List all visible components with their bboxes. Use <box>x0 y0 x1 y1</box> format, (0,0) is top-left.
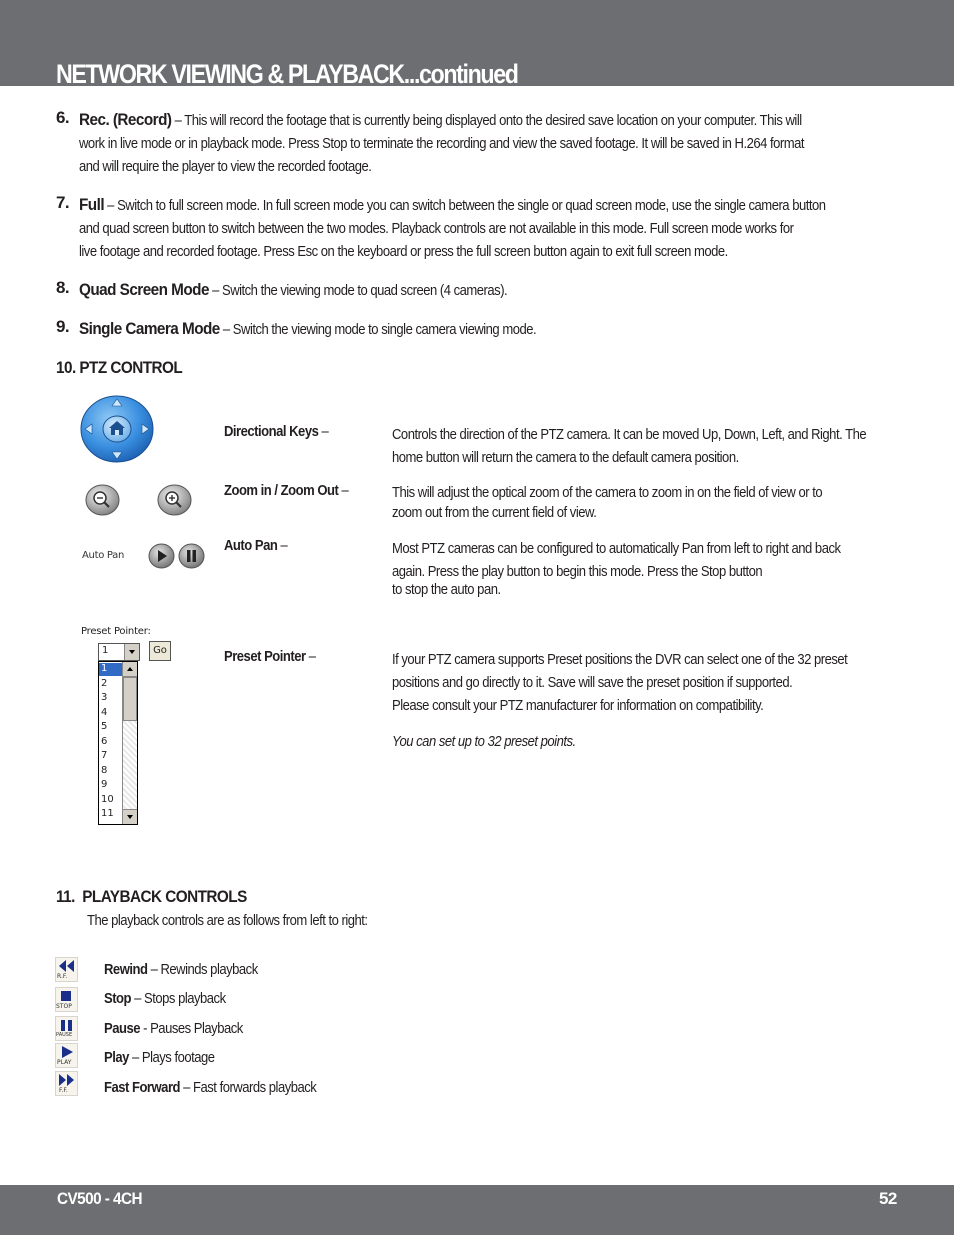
chevron-down-icon[interactable] <box>124 644 139 660</box>
go-button[interactable]: Go <box>149 641 171 661</box>
pause-label <box>104 1021 243 1037</box>
zoom-in-button[interactable] <box>157 484 192 516</box>
scroll-down-icon[interactable] <box>123 809 137 824</box>
rewind-term: Rewind <box>104 962 148 978</box>
auto-pan-play-button[interactable] <box>148 543 175 569</box>
fast-forward-icon[interactable] <box>55 1071 78 1096</box>
pause-icon[interactable] <box>55 1016 78 1041</box>
term-single: Single Camera Mode <box>79 319 220 338</box>
preset-list-item[interactable]: 5 <box>101 721 108 732</box>
preset-list-item[interactable]: 8 <box>101 765 108 776</box>
preset-list-item[interactable]: 2 <box>101 678 108 689</box>
ptz-directional-term <box>224 424 328 440</box>
page-title: NETWORK VIEWING & PLAYBACK...continued <box>56 59 518 86</box>
autopan-line-2: again. Press the play button to begin this mode. Press the Stop button <box>392 564 763 580</box>
pause-desc: - Pauses Playback <box>139 1021 243 1037</box>
item-quad <box>79 278 853 303</box>
play-label <box>104 1050 215 1066</box>
stop-label <box>104 991 226 1007</box>
item-number-single: 9. <box>56 317 69 336</box>
preset-list-item[interactable]: 10 <box>101 794 114 805</box>
item-number-rec: 6. <box>56 108 69 127</box>
ptz-zoom-term <box>224 483 348 499</box>
play-icon[interactable] <box>55 1043 78 1068</box>
item-single <box>79 317 853 342</box>
preset-list-item[interactable]: 6 <box>101 736 108 747</box>
rewind-desc: – Rewinds playback <box>147 962 258 978</box>
fast-forward-desc: – Fast forwards playback <box>180 1080 317 1096</box>
preset-list-item[interactable]: 9 <box>101 779 108 790</box>
auto-pan-label: Auto Pan <box>82 550 125 561</box>
term-rec: Rec. (Record) <box>79 110 172 129</box>
preset-note: You can set up to 32 preset points. <box>392 734 576 750</box>
autopan-line-1: Most PTZ cameras can be configured to automatically Pan from left to right and back <box>392 541 841 557</box>
zoom-out-button[interactable] <box>85 484 120 516</box>
play-term: Play <box>104 1050 129 1066</box>
zoom-line-2: zoom out from the current field of view. <box>392 505 597 521</box>
full-line-3: live footage and recorded footage. Press Esc on the keyboard or press the full screen button again to exit full screen mode. <box>79 244 728 260</box>
preset-list-item[interactable]: 3 <box>101 692 108 703</box>
full-line-1: – Switch to full screen mode. In full screen mode you can switch between the single or quad screen mode, use the single camera button <box>107 198 826 214</box>
item-number-quad: 8. <box>56 278 69 297</box>
stop-desc: – Stops playback <box>131 991 226 1007</box>
preset-scrollbar[interactable] <box>122 662 137 824</box>
rec-line-1: – This will record the footage that is currently being displayed onto the desired save location on your computer. This will <box>174 113 802 129</box>
rec-line-2: work in live mode or in playback mode. Press Stop to terminate the recording and view the saved footage. It will be saved in H.264 format <box>79 136 805 152</box>
preset-list-item[interactable]: 4 <box>101 707 108 718</box>
quad-desc: – Switch the viewing mode to quad screen (4 cameras). <box>212 283 508 299</box>
preset-dash: – <box>305 649 316 665</box>
scroll-thumb[interactable] <box>123 677 137 721</box>
fast-forward-caption: F.F. <box>59 1087 68 1094</box>
item-rec <box>79 108 853 179</box>
ptz-directional-desc <box>392 424 892 470</box>
rewind-icon[interactable] <box>55 957 78 982</box>
preset-select[interactable] <box>98 643 140 661</box>
scroll-up-icon[interactable] <box>123 662 137 677</box>
preset-list-item[interactable]: 1 <box>101 663 108 674</box>
playback-intro: The playback controls are as follows from left to right: <box>87 913 368 929</box>
preset-pointer-label: Preset Pointer: <box>81 626 151 637</box>
preset-list[interactable] <box>98 661 138 825</box>
item-full <box>79 193 853 264</box>
zoom-term-label: Zoom in / Zoom Out <box>224 483 339 499</box>
preset-term-label: Preset Pointer <box>224 649 306 665</box>
directional-dash: – <box>318 424 329 440</box>
zoom-line-1: This will adjust the optical zoom of the camera to zoom in on the field of view or to <box>392 485 823 501</box>
item-number-full: 7. <box>56 193 69 212</box>
autopan-dash: – <box>277 538 288 554</box>
preset-line-1: If your PTZ camera supports Preset positions the DVR can select one of the 32 preset <box>392 652 848 668</box>
stop-icon[interactable] <box>55 987 78 1012</box>
preset-line-3: Please consult your PTZ manufacturer for information on compatibility. <box>392 698 764 714</box>
term-full: Full <box>79 195 105 214</box>
page-number: 52 <box>879 1189 897 1208</box>
autopan-term-label: Auto Pan <box>224 538 278 554</box>
directional-line-1: Controls the direction of the PTZ camera. It can be moved Up, Down, Left, and Right. The <box>392 427 867 443</box>
ptz-preset-term <box>224 649 315 665</box>
rewind-label <box>104 962 258 978</box>
zoom-dash: – <box>338 483 349 499</box>
auto-pan-stop-button[interactable] <box>178 543 205 569</box>
term-quad: Quad Screen Mode <box>79 280 209 299</box>
ptz-preset-desc <box>392 649 892 754</box>
single-desc: – Switch the viewing mode to single camera viewing mode. <box>222 322 537 338</box>
stop-caption: STOP <box>56 1003 72 1010</box>
rec-line-3: and will require the player to view the recorded footage. <box>79 159 372 175</box>
preset-selected-value: 1 <box>102 645 109 656</box>
header-bar <box>0 0 954 86</box>
preset-list-item[interactable]: 11 <box>101 808 114 819</box>
directional-term-label: Directional Keys <box>224 424 319 440</box>
play-desc: – Plays footage <box>128 1050 215 1066</box>
footer-bar <box>0 1185 954 1235</box>
ptz-autopan-term <box>224 538 287 554</box>
rewind-caption: R.F. <box>57 973 68 980</box>
footer-model: CV500 - 4CH <box>57 1189 143 1208</box>
directional-line-2: home button will return the camera to the default camera position. <box>392 450 739 466</box>
full-line-2: and quad screen button to switch between the two modes. Playback controls are not available in this mode. Full screen mode works for <box>79 221 794 237</box>
ptz-zoom-desc <box>392 483 892 523</box>
play-caption: PLAY <box>57 1059 72 1066</box>
stop-term: Stop <box>104 991 132 1007</box>
playback-heading: 11. PLAYBACK CONTROLS <box>56 887 247 906</box>
autopan-line-3: to stop the auto pan. <box>392 582 501 598</box>
fast-forward-term: Fast Forward <box>104 1080 181 1096</box>
ptz-heading: 10. PTZ CONTROL <box>56 358 183 377</box>
fast-forward-label <box>104 1080 316 1096</box>
preset-list-item[interactable]: 7 <box>101 750 108 761</box>
pause-term: Pause <box>104 1021 140 1037</box>
ptz-autopan-desc <box>392 538 892 602</box>
pause-caption: PAUSE <box>56 1032 73 1038</box>
directional-pad[interactable] <box>80 395 154 463</box>
preset-line-2: positions and go directly to it. Save will save the preset position if supported. <box>392 675 793 691</box>
